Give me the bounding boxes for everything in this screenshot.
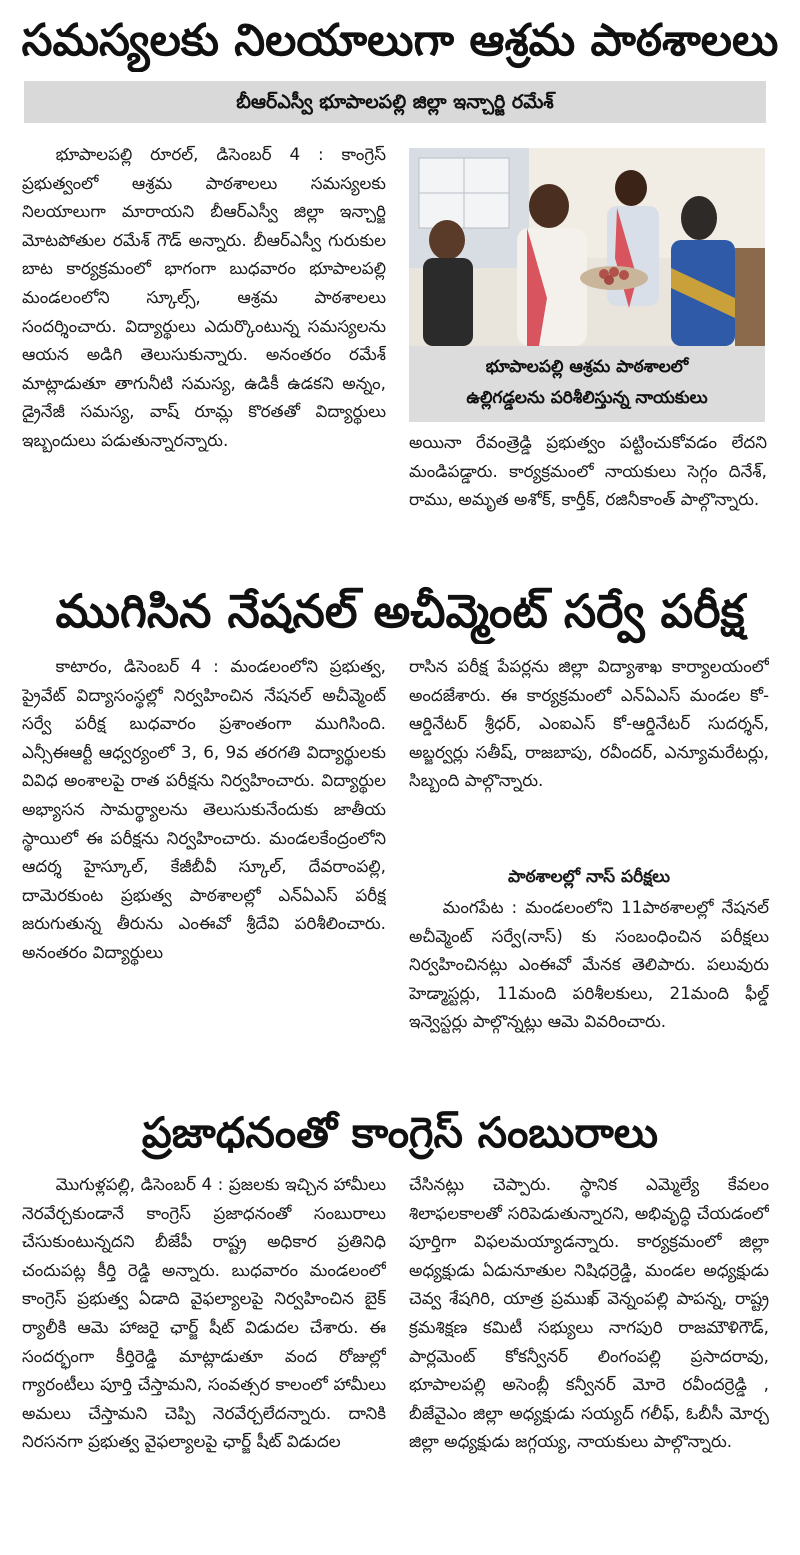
article1-body-column1 — [22, 140, 386, 565]
article3-paragraph: మొగుళ్లపల్లి, డిసెంబర్ 4 : ప్రజలకు ఇచ్చిన హామీలు నెరవేర్చకుండానే కాంగ్రెస్ ప్రజాధనంతో సంబురాలు చేసుకుంటున్నదని బీజేపీ రాష్ట్ర అధికార ప్రతినిధి చందుపట్ల కీర్తి రెడ్డి అన్నారు. బుధవారం మండలంలో కాంగ్రెస్ ప్రభుత్వ ఏడాది వైఫల్యాలపై నిర్వహించిన బైక్ ర్యాలీకి ఆమె హాజరై ఛార్జ్ షీట్ విడుదల చేశారు. ఈ సందర్భంగా కీర్తిరెడ్డి మాట్లాడుతూ వంద రోజుల్లో గ్యారంటీలు పూర్తి చేస్తామని, సంవత్సర కాలంలో హామీలు అమలు చేస్తామని చెప్పి నెరవేర్చలేదన్నారు. దానికి నిరసనగా ప్రభుత్వ వైఫల్యాలపై ఛార్జ్ షీట్ విడుదల — [22, 1174, 386, 1452]
article1-paragraph: భూపాలపల్లి రూరల్, డిసెంబర్ 4 : కాంగ్రెస్ ప్రభుత్వంలో ఆశ్రమ పాఠశాలలు సమస్యలకు నిలయాలుగా మారాయని బీఆర్ఎస్వీ జిల్లా ఇన్చార్జి మోటపోతుల రమేశ్ గౌడ్ అన్నారు. బీఆర్ఎస్వీ గురుకుల బాట కార్యక్రమంలో భాగంగా బుధవారం భూపాలపల్లి మండలంలోని స్కూల్స్, ఆశ్రమ పాఠశాలలు సందర్శించారు. విద్యార్థులు ఎదుర్కొంటున్న సమస్యలను ఆయన అడిగి తెలుసుకున్నారు. అనంతరం రమేశ్ మాట్లాడుతూ తాగునీటి సమస్య, ఉడికీ ఉడకని అన్నం, డ్రైనేజీ సమస్య, వాష్ రూమ్ల కొరతతో విద్యార్థులు ఇబ్బందులు పడుతున్నారన్నారు. — [22, 144, 386, 450]
article2-body-column2 — [409, 652, 769, 867]
article2-paragraph: కాటారం, డిసెంబర్ 4 : మండలంలోని ప్రభుత్వ, ప్రైవేట్ విద్యాసంస్థల్లో నిర్వహించిన నేషనల్ అచీవ్మెంట్ సర్వే పరీక్ష బుధవారం ప్రశాంతంగా ముగిసింది. ఎన్సీఈఆర్టీ ఆధ్వర్యంలో 3, 6, 9వ తరగతి విద్యార్థులకు వివిధ అంశాలపై రాత పరీక్షను నిర్వహించారు. విద్యార్థుల అభ్యాసన సామర్థ్యాలను తెలుసుకునేందుకు జాతీయ స్థాయిలో ఈ పరీక్షను నిర్వహించారు. మండలకేంద్రంలోని ఆదర్శ హైస్కూల్, కేజీబీవీ స్కూల్, దేవరాంపల్లి, దామెరకుంట ప్రభుత్వ పాఠశాలల్లో ఎన్ఏఎస్ పరీక్ష జరుగుతున్న తీరును ఎంఈవో శ్రీదేవి పరిశీలించారు. అనంతరం విద్యార్థులు — [22, 656, 386, 962]
article1-body-column2 — [409, 428, 767, 568]
article1-paragraph: అయినా రేవంత్రెడ్డి ప్రభుత్వం పట్టించుకోవడం లేదని మండిపడ్డారు. కార్యక్రమంలో నాయకులు సెగ్గం దినేశ్, రాము, అమృత అశోక్, కార్తీక్, రజినీకాంత్ పాల్గొన్నారు. — [409, 432, 767, 510]
leaders-inspecting-photo — [409, 148, 765, 346]
photo-caption-line1: భూపాలపల్లి ఆశ్రమ పాఠశాలలో — [485, 357, 689, 377]
photo-caption — [409, 346, 765, 422]
article3-headline: ప్రజాధనంతో కాంగ్రెస్ సంబురాలు — [141, 1108, 659, 1157]
article2-body-column3 — [409, 893, 769, 1103]
article1-photo — [409, 148, 765, 346]
article3-paragraph: చేసినట్లు చెప్పారు. స్థానిక ఎమ్మెల్యే కేవలం శిలాఫలకాలతో సరిపెడుతున్నారని, అభివృద్ధి చేయడంలో పూర్తిగా విఫలమయ్యాడన్నారు. కార్యక్రమంలో జిల్లా అధ్యక్షుడు ఏడునూతుల నిషిధర్రెడ్డి, మండల అధ్యక్షుడు చెవ్వ శేషగిరి, యాత్ర ప్రముఖ్ వెన్నంపల్లి పాపన్న, రాష్ట్ర క్రమశిక్షణ కమిటీ సభ్యులు నాగపురి రాజమౌళిగౌడ్, పార్లమెంట్ కోకన్వీనర్ లింగంపల్లి ప్రసాదరావు, భూపాలపల్లి అసెంబ్లీ కన్వీనర్ మోరె రవీందర్రెడ్డి , బీజేవైఎం జిల్లా అధ్యక్షుడు సయ్యద్ గలీఫ్, ఓబీసీ మోర్చ జిల్లా అధ్యక్షుడు జగ్గయ్య, నాయకులు పాల్గొన్నారు. — [409, 1174, 769, 1452]
article1-headline: సమస్యలకు నిలయాలుగా ఆశ్రమ పాఠశాలలు — [21, 15, 779, 66]
article2-paragraph: రాసిన పరీక్ష పేపర్లను జిల్లా విద్యాశాఖ కార్యాలయంలో అందజేశారు. ఈ కార్యక్రమంలో ఎన్ఏఎస్ మండల కో-ఆర్డినేటర్ శ్రీధర్, ఎంఐఎస్ కో-ఆర్డినేటర్ సుదర్శన్, అబ్జర్వర్లు సతీష్, రాజబాపు, రవీందర్, ఎన్యూమరేటర్లు, సిబ్బంది పాల్గొన్నారు. — [409, 656, 769, 791]
article2-body-column1 — [22, 652, 386, 1102]
article2-subhead: పాఠశాలల్లో నాస్ పరీక్షలు — [507, 867, 671, 887]
photo-caption-line2: ఉల్లిగడ్డలను పరిశీలిస్తున్న నాయకులు — [466, 388, 708, 408]
article3-body-column1 — [22, 1170, 386, 1550]
article2-headline: ముగిసిన నేషనల్ అచీవ్మెంట్ సర్వే పరీక్ష — [55, 584, 745, 638]
article3-body-column2 — [409, 1170, 769, 1550]
article1-subheadline: బీఆర్ఎస్వీ భూపాలపల్లి జిల్లా ఇన్చార్జి రమేశ్ — [24, 81, 766, 123]
article2-paragraph: మంగపేట : మండలంలోని 11పాఠశాలల్లో నేషనల్ అచీవ్మెంట్ సర్వే(నాస్) కు సంబంధించిన పరీక్షలు నిర్వహించినట్లు ఎంఈవో మేనక తెలిపారు. పలువురు హెడ్మాస్టర్లు, 11మంది పరిశీలకులు, 21మంది ఫీల్డ్ ఇన్వెస్టర్లు పాల్గొన్నట్లు ఆమె వివరించారు. — [409, 897, 769, 1032]
